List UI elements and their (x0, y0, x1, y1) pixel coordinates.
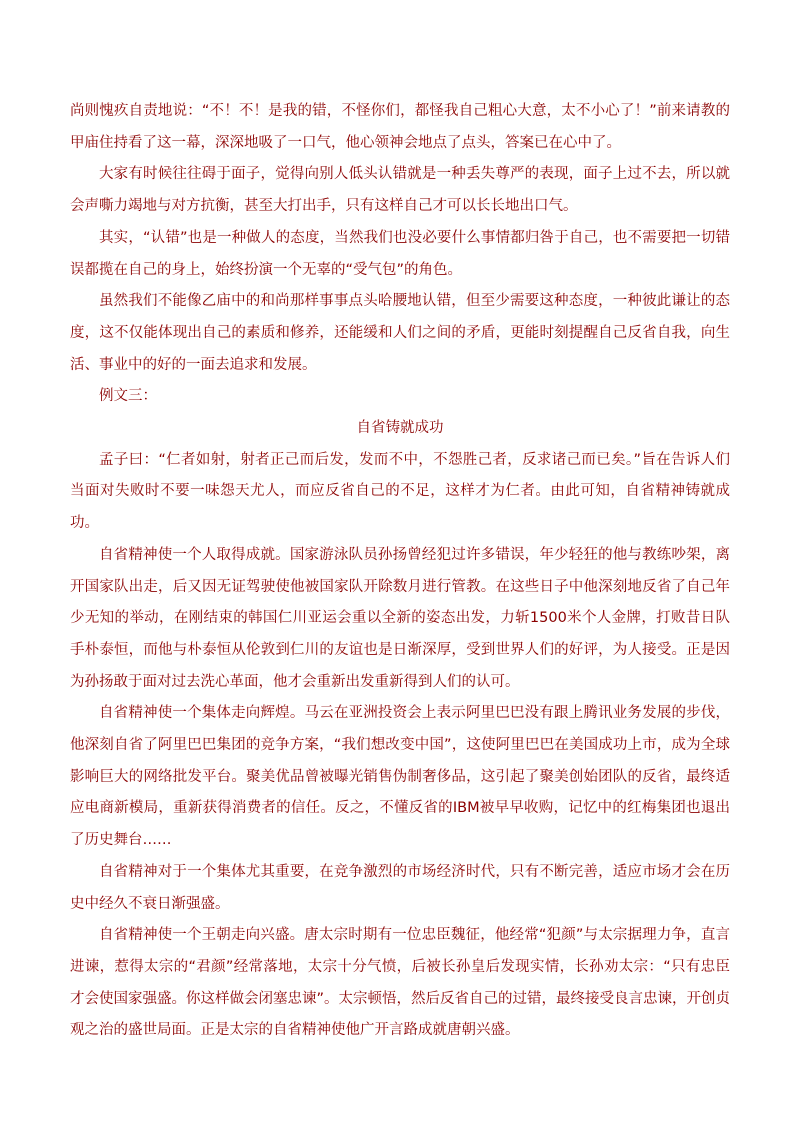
paragraph-1: 尚则愧疚自责地说：“不！不！是我的错，不怪你们，都怪我自己粗心大意，太不小心了！”前来请教的甲庙住持看了这一幕，深深地吸了一口气，他心领神会地点了点头，答案已在心中了。 (70, 103, 730, 151)
paragraph-4: 虽然我们不能像乙庙中的和尚那样事事点头哈腰地认错，但至少需要这种态度，一种彼此谦让的态度，这不仅能体现出自己的素质和修养，还能缓和人们之间的矛盾，更能时刻提醒自己反省自我，向生活、事业中的好的一面去追求和发展。 (70, 293, 730, 373)
paragraph-3: 其实，“认错”也是一种做人的态度，当然我们也没必要什么事情都归咎于自己，也不需要把一切错误都揽在自己的身上，始终扮演一个无辜的“受气包”的角色。 (70, 229, 730, 278)
paragraph-2: 大家有时候往往碍于面子，觉得向别人低头认错就是一种丢失尊严的表现，面子上过不去，所以就会声嘶力竭地与对方抗衡，甚至大打出手，只有这样自己才可以长长地出口气。 (70, 166, 730, 215)
essay-title: 自省铸就成功 (356, 420, 444, 437)
example-label: 例文三： (99, 388, 157, 405)
document-body (70, 96, 730, 1047)
paragraph-10: 自省精神使一个王朝走向兴盛。唐太宗时期有一位忠臣魏征，他经常“犯颜”与太宗据理力争，直言进谏，惹得太宗的“君颜”经常落地，太宗十分气愤，后被长孙皇后发现实情，长孙劝太宗：“只有忠臣才会使国家强盛。你这样做会闭塞忠谏”。太宗顿悟，然后反省自己的过错，最终接受良言忠谏，开创贞观之治的盛世局面。正是太宗的自省精神使他广开言路成就唐朝兴盛。 (70, 927, 731, 1039)
paragraph-9: 自省精神对于一个集体尤其重要，在竞争激烈的市场经济时代，只有不断完善，适应市场才会在历史中经久不衰日渐强盛。 (70, 863, 730, 912)
paragraph-6: 孟子曰：“仁者如射，射者正己而后发，发而不中，不怨胜己者，反求诸己而已矣。”旨在告诉人们当面对失败时不要一味怨天尤人，而应反省自己的不足，这样才为仁者。由此可知，自省精神铸就成功。 (70, 451, 730, 532)
paragraph-7: 自省精神使一个人取得成就。国家游泳队员孙扬曾经犯过许多错误，年少轻狂的他与教练吵架，离开国家队出走，后又因无证驾驶使他被国家队开除数月进行管教。在这些日子中他深刻地反省了自己年少无知的举动，在刚结束的韩国仁川亚运会重以全新的姿态出发，力斩1500米个人金牌，打败昔日队手朴泰恒，而他与朴泰恒从伦敦到仁川的友谊也是日渐深厚，受到世界人们的好评，为人接受。正是因为孙扬敢于面对过去洗心革面，他才会重新出发重新得到人们的认可。 (70, 546, 730, 690)
paragraph-8: 自省精神使一个集体走向辉煌。马云在亚洲投资会上表示阿里巴巴没有跟上腾讯业务发展的步伐，他深刻自省了阿里巴巴集团的竞争方案，“我们想改变中国”，这使阿里巴巴在美国成功上市，成为全球影响巨大的网络批发平台。聚美优品曾被曝光销售伪制奢侈品，这引起了聚美创始团队的反省，最终适应电商新模局，重新获得消费者的信任。反之，不懂反省的IBM被早早收购，记忆中的红梅集团也退出了历史舞台…… (70, 705, 730, 849)
